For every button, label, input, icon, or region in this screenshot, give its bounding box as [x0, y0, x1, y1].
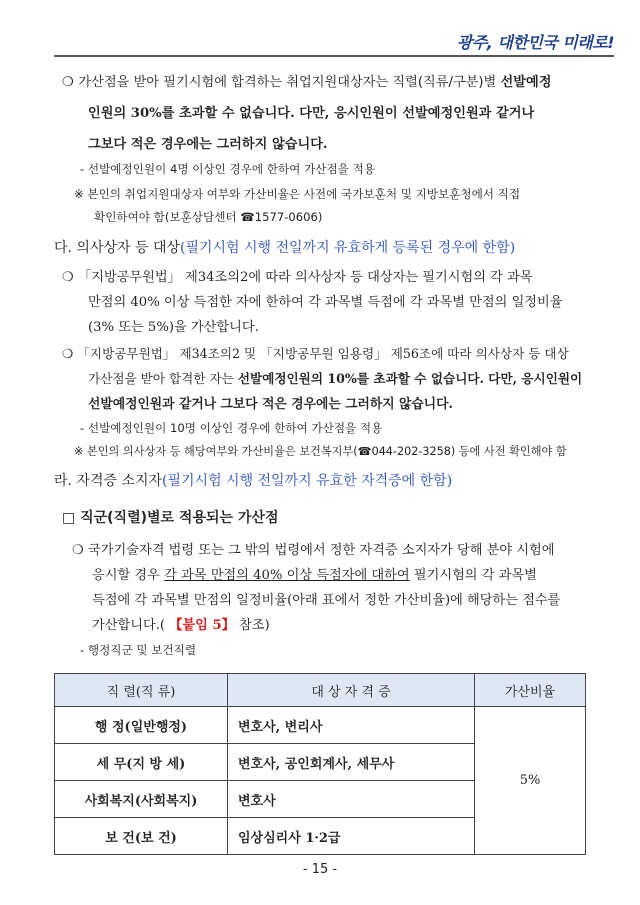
table-header: 직 렬(직 류) — [55, 674, 228, 707]
table-header-row — [55, 674, 586, 707]
table-cell-rate: 5% — [475, 707, 586, 855]
dash-note: - 선발예정인원이 4명 이상인 경우에 한하여 가산점을 적용 — [80, 162, 375, 176]
text: 가산합니다.( — [92, 618, 170, 633]
paragraph-line — [92, 614, 640, 633]
text: 가산점을 받아 필기시험에 합격하는 취업지원대상자는 직렬(직류/구분)별 — [78, 75, 501, 90]
text: 「지방공무원법」 제34조의2 및 「지방공무원 임용령」 제56조에 따라 의사상자 등 대상 — [77, 346, 569, 361]
bullet-icon: ❍ — [62, 75, 74, 90]
dash-note: - 선발예정인원이 10명 이상인 경우에 한하여 가산점을 적용 — [80, 421, 383, 435]
text-bold: 선발예정 — [500, 75, 552, 90]
bullet-icon: ❍ — [62, 270, 74, 285]
reference-note: ※ 본인의 의사상자 등 해당여부와 가산비율은 보건복지부(☎044-202-3258) 등에 사전 확인해야 함 — [74, 445, 567, 458]
reference-note: 확인하여야 함(보훈상담센터 ☎1577-0606) — [94, 210, 323, 224]
table-cell-certs: 변호사, 변리사 — [228, 707, 475, 744]
text-underlined: 각 과목 만점의 40% 이상 득점자에 대하여 — [164, 568, 410, 583]
paragraph-line: 선발예정인원과 같거나 그보다 적은 경우에는 그러하지 않습니다. — [88, 397, 453, 412]
text: 국가기술자격 법령 또는 그 밖의 법령에서 정한 자격증 소지자가 당해 분야 시험에 — [88, 543, 555, 558]
text: 응시할 경우 — [92, 568, 165, 583]
text: 필기시험의 각 과목별 — [409, 568, 537, 583]
table-cell-certs: 변호사, 공인회계사, 세무사 — [228, 744, 475, 781]
table-cell-category: 사회복지(사회복지) — [55, 781, 228, 818]
table-cell-category: 세 무(지 방 세) — [55, 744, 228, 781]
table-cell-certs: 변호사 — [228, 781, 475, 818]
heading-text: 라. 자격증 소지자 — [54, 473, 163, 489]
heading-condition: (필기시험 시행 전일까지 유효한 자격증에 한함) — [162, 473, 453, 489]
header-logo: 광주, 대한민국 미래로! — [456, 33, 614, 52]
paragraph-line — [88, 368, 640, 387]
paragraph-line — [62, 71, 640, 90]
text-bold: 선발예정인원의 10%를 초과할 수 없습니다. 다만, 응시인원이 — [237, 371, 583, 386]
heading-condition: (필기시험 시행 전일까지 유효하게 등록된 경우에 한함) — [180, 240, 516, 256]
paragraph-line — [72, 539, 640, 558]
page-number: - 15 - — [302, 862, 338, 877]
header-divider — [54, 55, 614, 57]
reference-note: ※ 본인의 취업지원대상자 여부와 가산비율은 사전에 국가보훈처 및 지방보훈청에서 직접 — [74, 187, 521, 201]
table-header: 대 상 자 격 증 — [228, 674, 475, 707]
heading-text: 다. 의사상자 등 대상 — [54, 240, 180, 256]
paragraph-line: 득점에 각 과목별 만점의 일정비율(아래 표에서 정한 가산비율)에 해당하는 점수를 — [92, 593, 561, 608]
section-heading-ra — [54, 470, 640, 490]
table-cell-category: 보 건(보 건) — [55, 818, 228, 855]
text: 「지방공무원법」 제34조의2에 따라 의사상자 등 대상자는 필기시험의 각 과목 — [78, 270, 533, 285]
box-icon: □ — [62, 510, 76, 526]
section-heading-da — [54, 237, 640, 257]
table-row — [55, 707, 586, 744]
table-cell-certs: 임상심리사 1·2급 — [228, 818, 475, 855]
dash-note: - 행정직군 및 보건직렬 — [80, 643, 197, 657]
appendix-reference: 【붙임 5】 — [169, 618, 235, 633]
text: 참조) — [234, 618, 270, 633]
paragraph-line: (3% 또는 5%)을 가산합니다. — [88, 320, 259, 335]
table-cell-category: 행 정(일반행정) — [55, 707, 228, 744]
text: 가산점을 받아 합격한 자는 — [88, 371, 238, 386]
bonus-points-table — [54, 673, 586, 855]
paragraph-line: 그보다 적은 경우에는 그러하지 않습니다. — [88, 137, 328, 152]
section-heading-box — [62, 507, 640, 527]
paragraph-line — [62, 266, 640, 285]
bullet-icon: ❍ — [62, 346, 74, 361]
heading-text: 직군(직렬)별로 적용되는 가산점 — [80, 510, 279, 526]
paragraph-line — [92, 564, 640, 583]
bullet-icon: ❍ — [72, 543, 84, 558]
paragraph-line: 만점의 40% 이상 득점한 자에 한하여 각 과목별 득점에 각 과목별 만점의 일정비율 — [88, 295, 563, 310]
paragraph-line — [62, 343, 640, 362]
table-header: 가산비율 — [475, 674, 586, 707]
paragraph-line: 인원의 30%를 초과할 수 없습니다. 다만, 응시인원이 선발예정인원과 같거나 — [88, 106, 535, 121]
